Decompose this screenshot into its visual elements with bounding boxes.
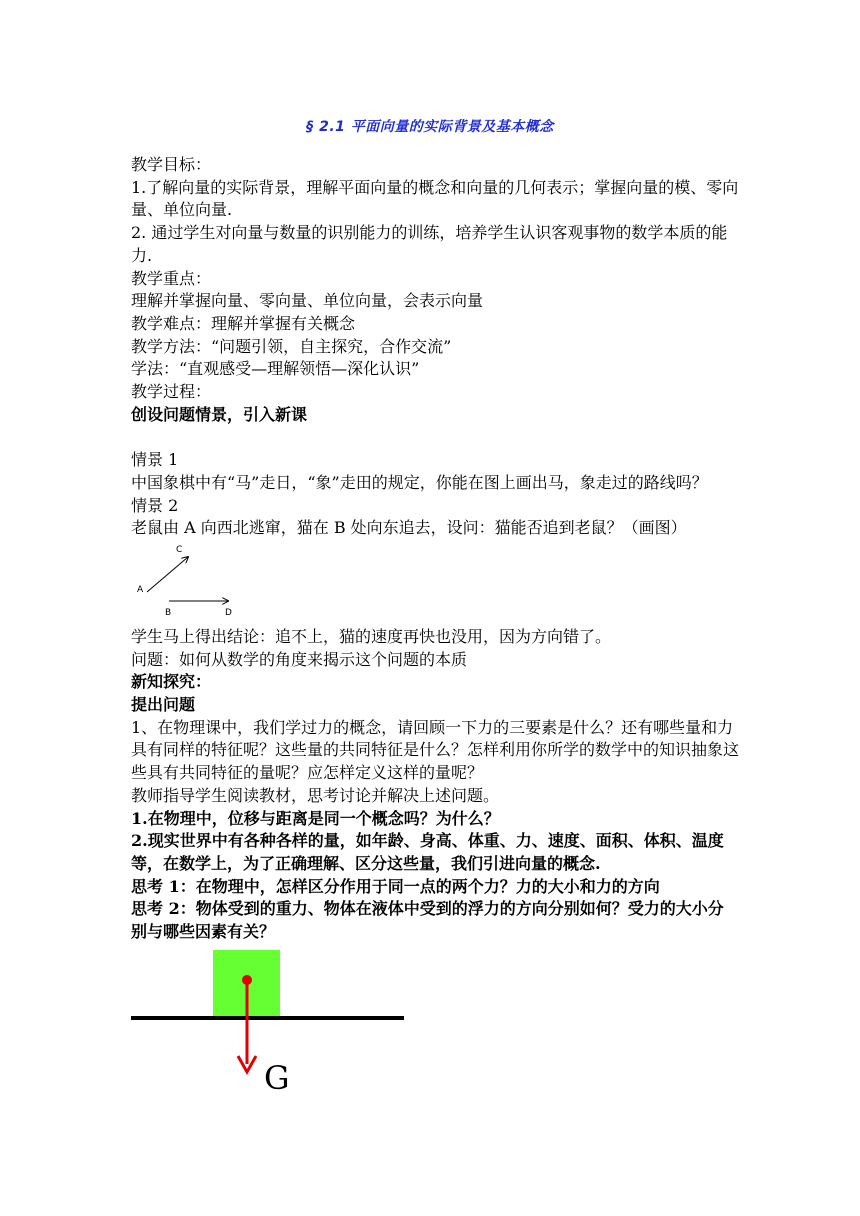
exploration-heading: 新知探究： — [131, 672, 212, 692]
teacher-guidance-text: 教师指导学生阅读教材，思考讨论并解决上述问题。 — [131, 785, 500, 805]
label-a: A — [137, 584, 144, 595]
label-b: B — [165, 607, 172, 618]
scenario-2-label: 情景 2 — [131, 495, 179, 515]
point-2-text: 2.现实世界中有各种各样的量，如年龄、身高、体重、力、速度、面积、体积、温度等，在数学上，为了正确理解、区分这些量，我们引进向量的概念. — [131, 831, 724, 873]
scenario-1-label: 情景 1 — [131, 450, 179, 470]
section-process-heading: 教学过程： — [131, 382, 212, 402]
blank-line — [131, 426, 739, 449]
think-2-text: 思考 2：物体受到的重力、物体在液体中受到的浮力的方向分别如何？受力的大小分别与哪些因素有关？ — [131, 899, 724, 942]
think-1-text: 思考 1：在物理中，怎样区分作用于同一点的两个力？力的大小和力的方向 — [131, 876, 660, 896]
label-c: C — [176, 544, 183, 555]
center-of-mass-dot — [242, 975, 252, 985]
question-text: 问题：如何从数学的角度来揭示这个问题的本质 — [131, 649, 468, 669]
objective-2: 2. 通过学生对向量与数量的识别能力的训练，培养学生认识客观事物的数学本质的能力. — [131, 223, 728, 265]
conclusion-text: 学生马上得出结论：追不上，猫的速度再快也没用，因为方向错了。 — [131, 626, 612, 646]
objective-1: 1.了解向量的实际背景，理解平面向量的概念和向量的几何表示；掌握向量的模、零向量、单位向量. — [131, 177, 739, 220]
scenario-2-text: 老鼠由 A 向西北逃窜，猫在 B 处向东追去，设问：猫能否追到老鼠？（画图） — [131, 518, 687, 538]
label-d: D — [225, 607, 232, 618]
question-1-text: 1、在物理课中，我们学过力的概念，请回顾一下力的三要素是什么？还有哪些量和力具有同样的特征呢？这些量的共同特征是什么？怎样利用你所学的数学中的知识抽象这些具有共同特征的量呢？应怎样定义这样的量呢？ — [131, 717, 740, 783]
document-body — [131, 154, 739, 944]
scenario-1-text: 中国象棋中有“马”走日，“象”走田的规定，你能在图上画出马，象走过的路线吗？ — [131, 472, 708, 492]
gravity-force-diagram — [0, 940, 860, 1100]
section-key-points-heading: 教学重点： — [131, 268, 212, 288]
difficulties-text: 教学难点：理解并掌握有关概念 — [131, 313, 356, 333]
raise-question-heading: 提出问题 — [131, 695, 196, 715]
section-objectives-heading: 教学目标： — [131, 155, 212, 174]
learning-method-text: 学法：“直观感受—理解领悟—深化认识” — [131, 359, 420, 379]
vector-ac — [147, 557, 188, 592]
key-points-text: 理解并掌握向量、零向量、单位向量，会表示向量 — [131, 291, 484, 311]
gravity-label: G — [264, 1059, 290, 1097]
page-title: § 2.1 平面向量的实际背景及基本概念 — [306, 119, 554, 135]
intro-heading: 创设问题情景，引入新课 — [131, 404, 308, 424]
cat-mouse-vector-diagram — [131, 542, 251, 622]
point-1-text: 1.在物理中，位移与距离是同一个概念吗？为什么？ — [131, 808, 500, 828]
teaching-method-text: 教学方法：“问题引领，自主探究，合作交流” — [131, 336, 452, 356]
